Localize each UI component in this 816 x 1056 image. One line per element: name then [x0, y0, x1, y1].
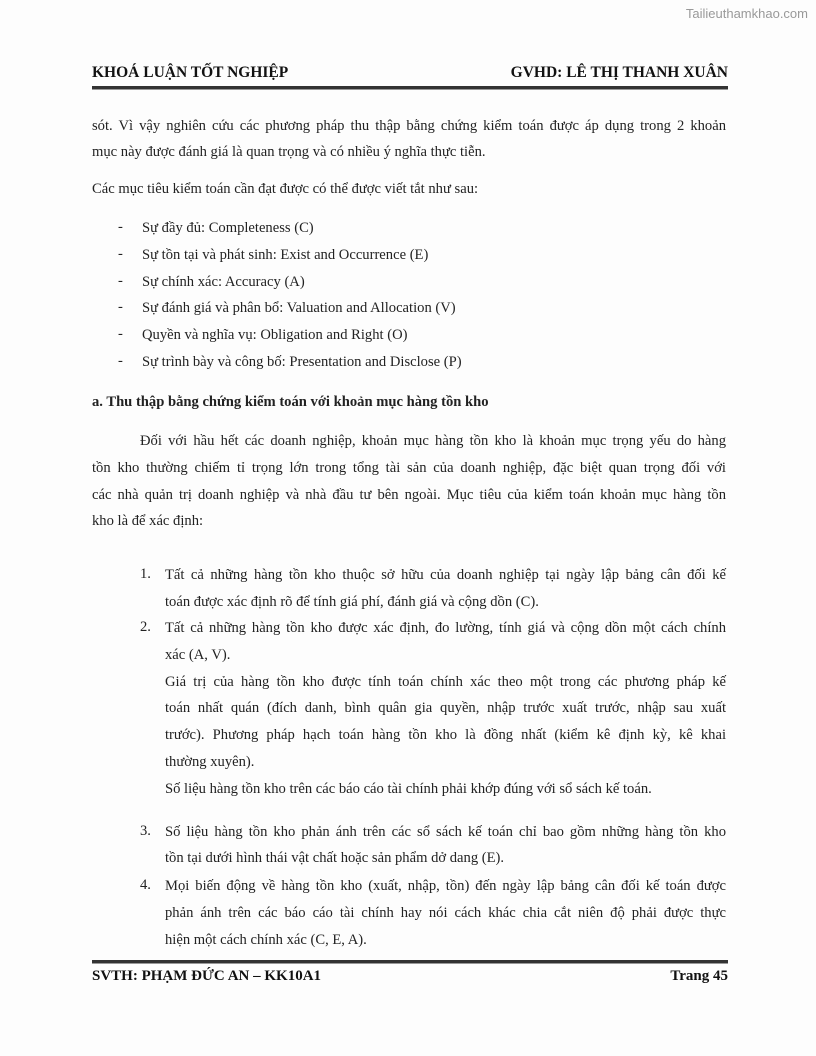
list-item-line: thường xuyên). — [165, 754, 255, 770]
list-item-line: Mọi biến động về hàng tồn kho (xuất, nhập, tồn) đến ngày lập bảng cân đối kế toán được — [165, 878, 726, 894]
bullet-dash: - — [118, 219, 123, 235]
list-item-line: trước). Phương pháp hạch toán hàng tồn kho là đồng nhất (kiểm kê định kỳ, kê khai — [165, 727, 726, 743]
list-number: 3. — [140, 823, 151, 839]
list-item-line: xác (A, V). — [165, 647, 231, 663]
paragraph-line: các nhà quản trị doanh nghiệp và nhà đầu tư bên ngoài. Mục tiêu của kiểm toán khoản mục hàng tồn — [92, 487, 726, 503]
header-title: KHOÁ LUẬN TỐT NGHIỆP — [92, 64, 289, 81]
footer-page-number: Trang 45 — [670, 968, 728, 984]
list-item-line: tồn tại dưới hình thái vật chất hoặc sản phẩm dở dang (E). — [165, 850, 505, 866]
objective-item: Quyền và nghĩa vụ: Obligation and Right (O) — [142, 327, 408, 343]
bullet-dash: - — [118, 353, 123, 369]
objective-item: Sự đầy đủ: Completeness (C) — [142, 220, 314, 236]
list-item-line: hiện một cách chính xác (C, E, A). — [165, 932, 367, 948]
paragraph-line: tồn kho thường chiếm tỉ trọng lớn trong tổng tài sản của doanh nghiệp, đặc biệt quan trọng đối với — [92, 460, 726, 476]
footer-student: SVTH: PHẠM ĐỨC AN – KK10A1 — [92, 968, 322, 984]
list-item-line: Giá trị của hàng tồn kho được tính toán chính xác theo một trong các phương pháp kế — [165, 674, 726, 690]
header-rule — [92, 86, 728, 90]
bullet-dash: - — [118, 246, 123, 262]
bullet-dash: - — [118, 273, 123, 289]
list-item-line: Số liệu hàng tồn kho phản ánh trên các sổ sách kế toán chỉ bao gồm những hàng tồn kho — [165, 824, 726, 840]
list-item-line: Số liệu hàng tồn kho trên các báo cáo tài chính phải khớp đúng với sổ sách kế toán. — [165, 781, 652, 797]
objective-item: Sự tồn tại và phát sinh: Exist and Occurrence (E) — [142, 247, 429, 263]
objective-item: Sự chính xác: Accuracy (A) — [142, 274, 305, 290]
paragraph-line: Đối với hầu hết các doanh nghiệp, khoản mục hàng tồn kho là khoản mục trọng yếu do hàng — [140, 433, 726, 449]
list-number: 2. — [140, 619, 151, 635]
list-item-line: Tất cả những hàng tồn kho thuộc sở hữu của doanh nghiệp tại ngày lập bảng cân đối kế — [165, 567, 726, 583]
intro-line: sót. Vì vậy nghiên cứu các phương pháp thu thập bằng chứng kiểm toán được áp dụng trong 2 khoản — [92, 118, 726, 134]
objective-item: Sự trình bày và công bố: Presentation and Disclose (P) — [142, 354, 462, 370]
section-heading: a. Thu thập bằng chứng kiểm toán với khoản mục hàng tồn kho — [92, 394, 489, 410]
list-item-line: phản ánh trên các báo cáo tài chính hay nói cách khác chia cắt niên độ phải được thực — [165, 905, 726, 921]
list-item-line: Tất cả những hàng tồn kho được xác định, đo lường, tính giá và cộng dồn một cách chính — [165, 620, 726, 636]
list-item-line: toán được xác định rõ để tính giá phí, đánh giá và cộng dồn (C). — [165, 594, 539, 610]
list-number: 1. — [140, 566, 151, 582]
intro-line: mục này được đánh giá là quan trọng và có nhiều ý nghĩa thực tiễn. — [92, 144, 486, 160]
list-number: 4. — [140, 877, 151, 893]
footer-rule — [92, 960, 728, 964]
bullet-dash: - — [118, 326, 123, 342]
paragraph-line: kho là để xác định: — [92, 513, 204, 529]
objectives-intro: Các mục tiêu kiểm toán cần đạt được có thể được viết tắt như sau: — [92, 181, 479, 197]
header-advisor: GVHD: LÊ THỊ THANH XUÂN — [510, 64, 728, 81]
bullet-dash: - — [118, 299, 123, 315]
watermark: Tailieuthamkhao.com — [685, 6, 808, 21]
list-item-line: toán nhất quán (đích danh, bình quân gia quyền, nhập trước xuất trước, nhập sau xuất — [165, 700, 726, 716]
objective-item: Sự đánh giá và phân bổ: Valuation and Allocation (V) — [142, 300, 456, 316]
